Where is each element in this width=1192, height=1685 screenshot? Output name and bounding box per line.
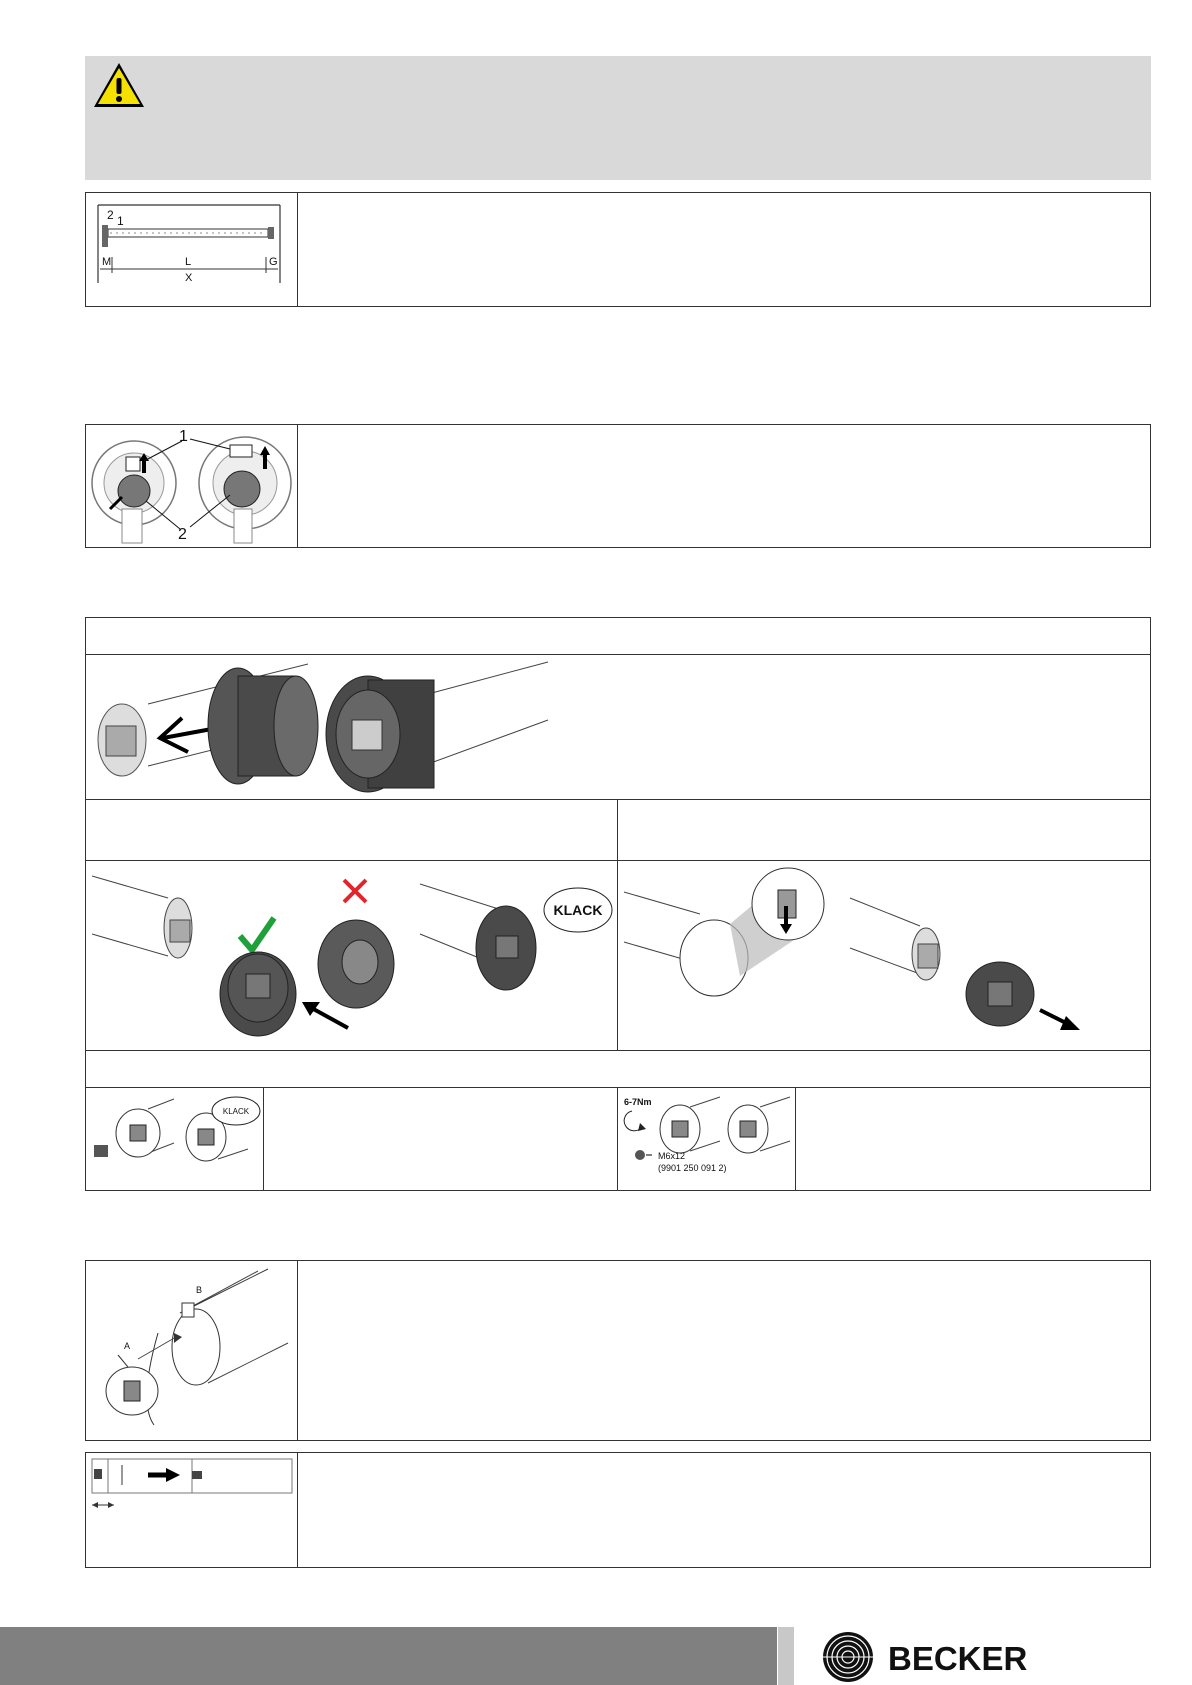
- bracket-release-diagram: [90, 429, 294, 545]
- klack-bubble-small: KLACK: [222, 1107, 250, 1116]
- warning-icon: [91, 60, 147, 110]
- label-m: M: [102, 256, 112, 268]
- label-g: G: [269, 256, 278, 268]
- mounting-section: [85, 424, 1151, 548]
- adapter-screw-torque-illustration: [620, 1089, 794, 1189]
- label-x: X: [185, 272, 193, 284]
- label-1: 1: [117, 214, 124, 228]
- becker-logo-icon: [820, 1630, 876, 1684]
- motor-dimension-diagram: [90, 197, 292, 302]
- part-number-label: (9901 250 091 2): [658, 1163, 727, 1173]
- dimension-section: [85, 192, 1151, 307]
- screw-label: M6x12: [658, 1151, 686, 1161]
- label-b: B: [196, 1285, 203, 1295]
- adapter-screw-clip-illustration: [88, 1089, 262, 1189]
- label-a: A: [124, 1341, 131, 1351]
- label-l: L: [185, 256, 192, 268]
- torque-label: 6-7Nm: [624, 1097, 652, 1107]
- footer-strip: [778, 1627, 794, 1685]
- adapter-table: [85, 617, 1151, 1191]
- brand-name: BECKER: [888, 1640, 1028, 1677]
- warning-banner: [85, 56, 1151, 180]
- drive-adapter-illustration: [88, 656, 558, 798]
- check-icon: [240, 918, 274, 950]
- label-2: 2: [178, 526, 187, 543]
- tube-groove-diagram: [88, 1263, 296, 1439]
- label-2: 2: [107, 208, 114, 222]
- adapter-fit-illustration: [88, 862, 616, 1048]
- tube-section: [85, 1260, 1151, 1441]
- motor-insertion-diagram: [88, 1455, 296, 1515]
- klack-bubble-text: KLACK: [553, 902, 603, 918]
- adapter-removal-illustration: [620, 862, 1148, 1048]
- footer-bar: [0, 1627, 777, 1685]
- insertion-section: [85, 1452, 1151, 1568]
- label-1: 1: [179, 429, 188, 445]
